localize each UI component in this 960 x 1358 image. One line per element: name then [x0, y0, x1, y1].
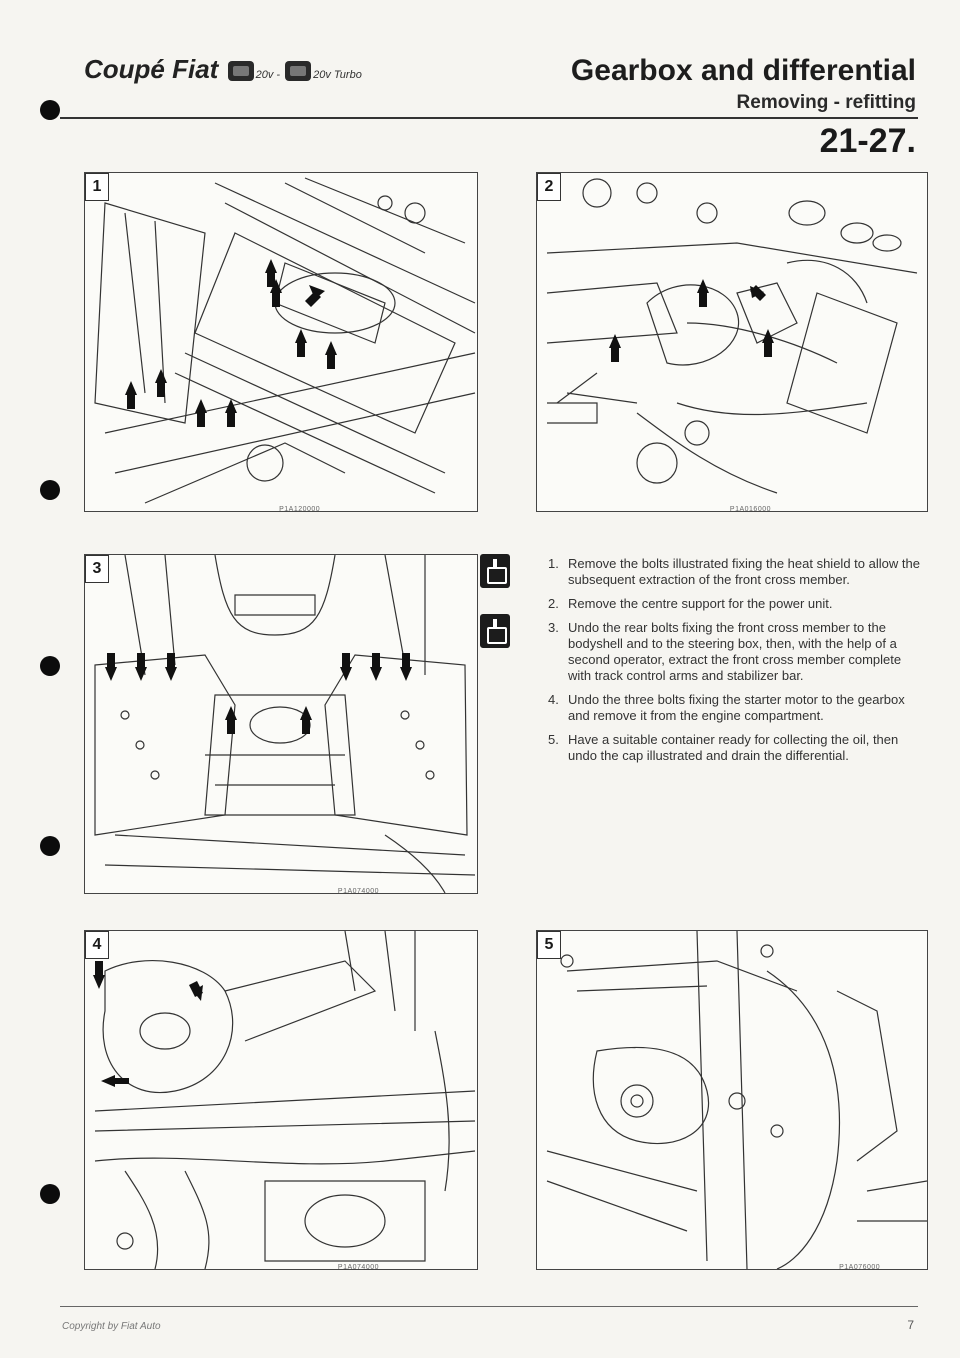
step-text: Remove the bolts illustrated fixing the heat shield to allow the subsequent extraction of the front cross member.: [568, 556, 920, 587]
figure-5-drawing: [537, 931, 927, 1269]
figure-code: P1A120000: [279, 506, 321, 512]
step-number: 4.: [548, 692, 559, 707]
binder-hole: [40, 656, 60, 676]
figure-4: [84, 930, 478, 1270]
figure-number: 1: [85, 173, 109, 201]
page-number: 7: [907, 1318, 914, 1332]
step-text: Undo the rear bolts fixing the front cross member to the bodyshell and to the steering box, then, with the help of a second operator, extract the front cross member complete with track control arms and stabilizer bar.: [568, 620, 902, 683]
page-code: 21-27.: [819, 122, 916, 160]
workshop-tool-icon: [480, 614, 510, 648]
workshop-tool-icon: [480, 554, 510, 588]
step-number: 2.: [548, 596, 559, 611]
step-item: [548, 556, 924, 588]
model-heading: [84, 54, 362, 85]
figure-code: P1A074000: [337, 1264, 379, 1270]
figure-3: [84, 554, 478, 894]
figure-number: 4: [85, 931, 109, 959]
step-number: 5.: [548, 732, 559, 747]
engine-logo-icon: [285, 61, 311, 81]
figure-1: [84, 172, 478, 512]
variant-1: 20v: [255, 69, 274, 81]
figure-5: [536, 930, 928, 1270]
figure-2: [536, 172, 928, 512]
copyright: Copyright by Fiat Auto: [62, 1321, 161, 1332]
figure-number: 5: [537, 931, 561, 959]
step-item: [548, 620, 924, 684]
engine-logo-icon: [228, 61, 254, 81]
step-text: Remove the centre support for the power unit.: [568, 596, 833, 611]
header-rule: [60, 117, 918, 119]
figure-number: 2: [537, 173, 561, 201]
figure-number: 3: [85, 555, 109, 583]
section-subtitle: Removing - refitting: [736, 92, 916, 113]
step-number: 1.: [548, 556, 559, 571]
model-prefix: Coupé Fiat: [84, 54, 219, 84]
binder-hole: [40, 480, 60, 500]
step-item: [548, 692, 924, 724]
step-text: Have a suitable container ready for collecting the oil, then undo the cap illustrated and drain the differential.: [568, 732, 899, 763]
binder-hole: [40, 836, 60, 856]
step-text: Undo the three bolts fixing the starter motor to the gearbox and remove it from the engine compartment.: [568, 692, 905, 723]
variant-separator: -: [273, 69, 284, 81]
binder-hole: [40, 1184, 60, 1204]
figure-code: P1A074000: [337, 888, 379, 894]
figure-3-drawing: [85, 555, 477, 893]
figure-2-drawing: [537, 173, 927, 511]
figure-1-drawing: [85, 173, 477, 511]
step-number: 3.: [548, 620, 559, 635]
figure-code: P1A016000: [729, 506, 771, 512]
footer-rule: [60, 1306, 918, 1307]
procedure-steps: [548, 556, 924, 772]
section-title: Gearbox and differential: [570, 54, 916, 87]
binder-hole: [40, 100, 60, 120]
step-item: [548, 596, 924, 612]
variant-2: 20v Turbo: [313, 69, 362, 81]
figure-4-drawing: [85, 931, 477, 1269]
step-item: [548, 732, 924, 764]
figure-code: P1A076000: [839, 1264, 881, 1270]
